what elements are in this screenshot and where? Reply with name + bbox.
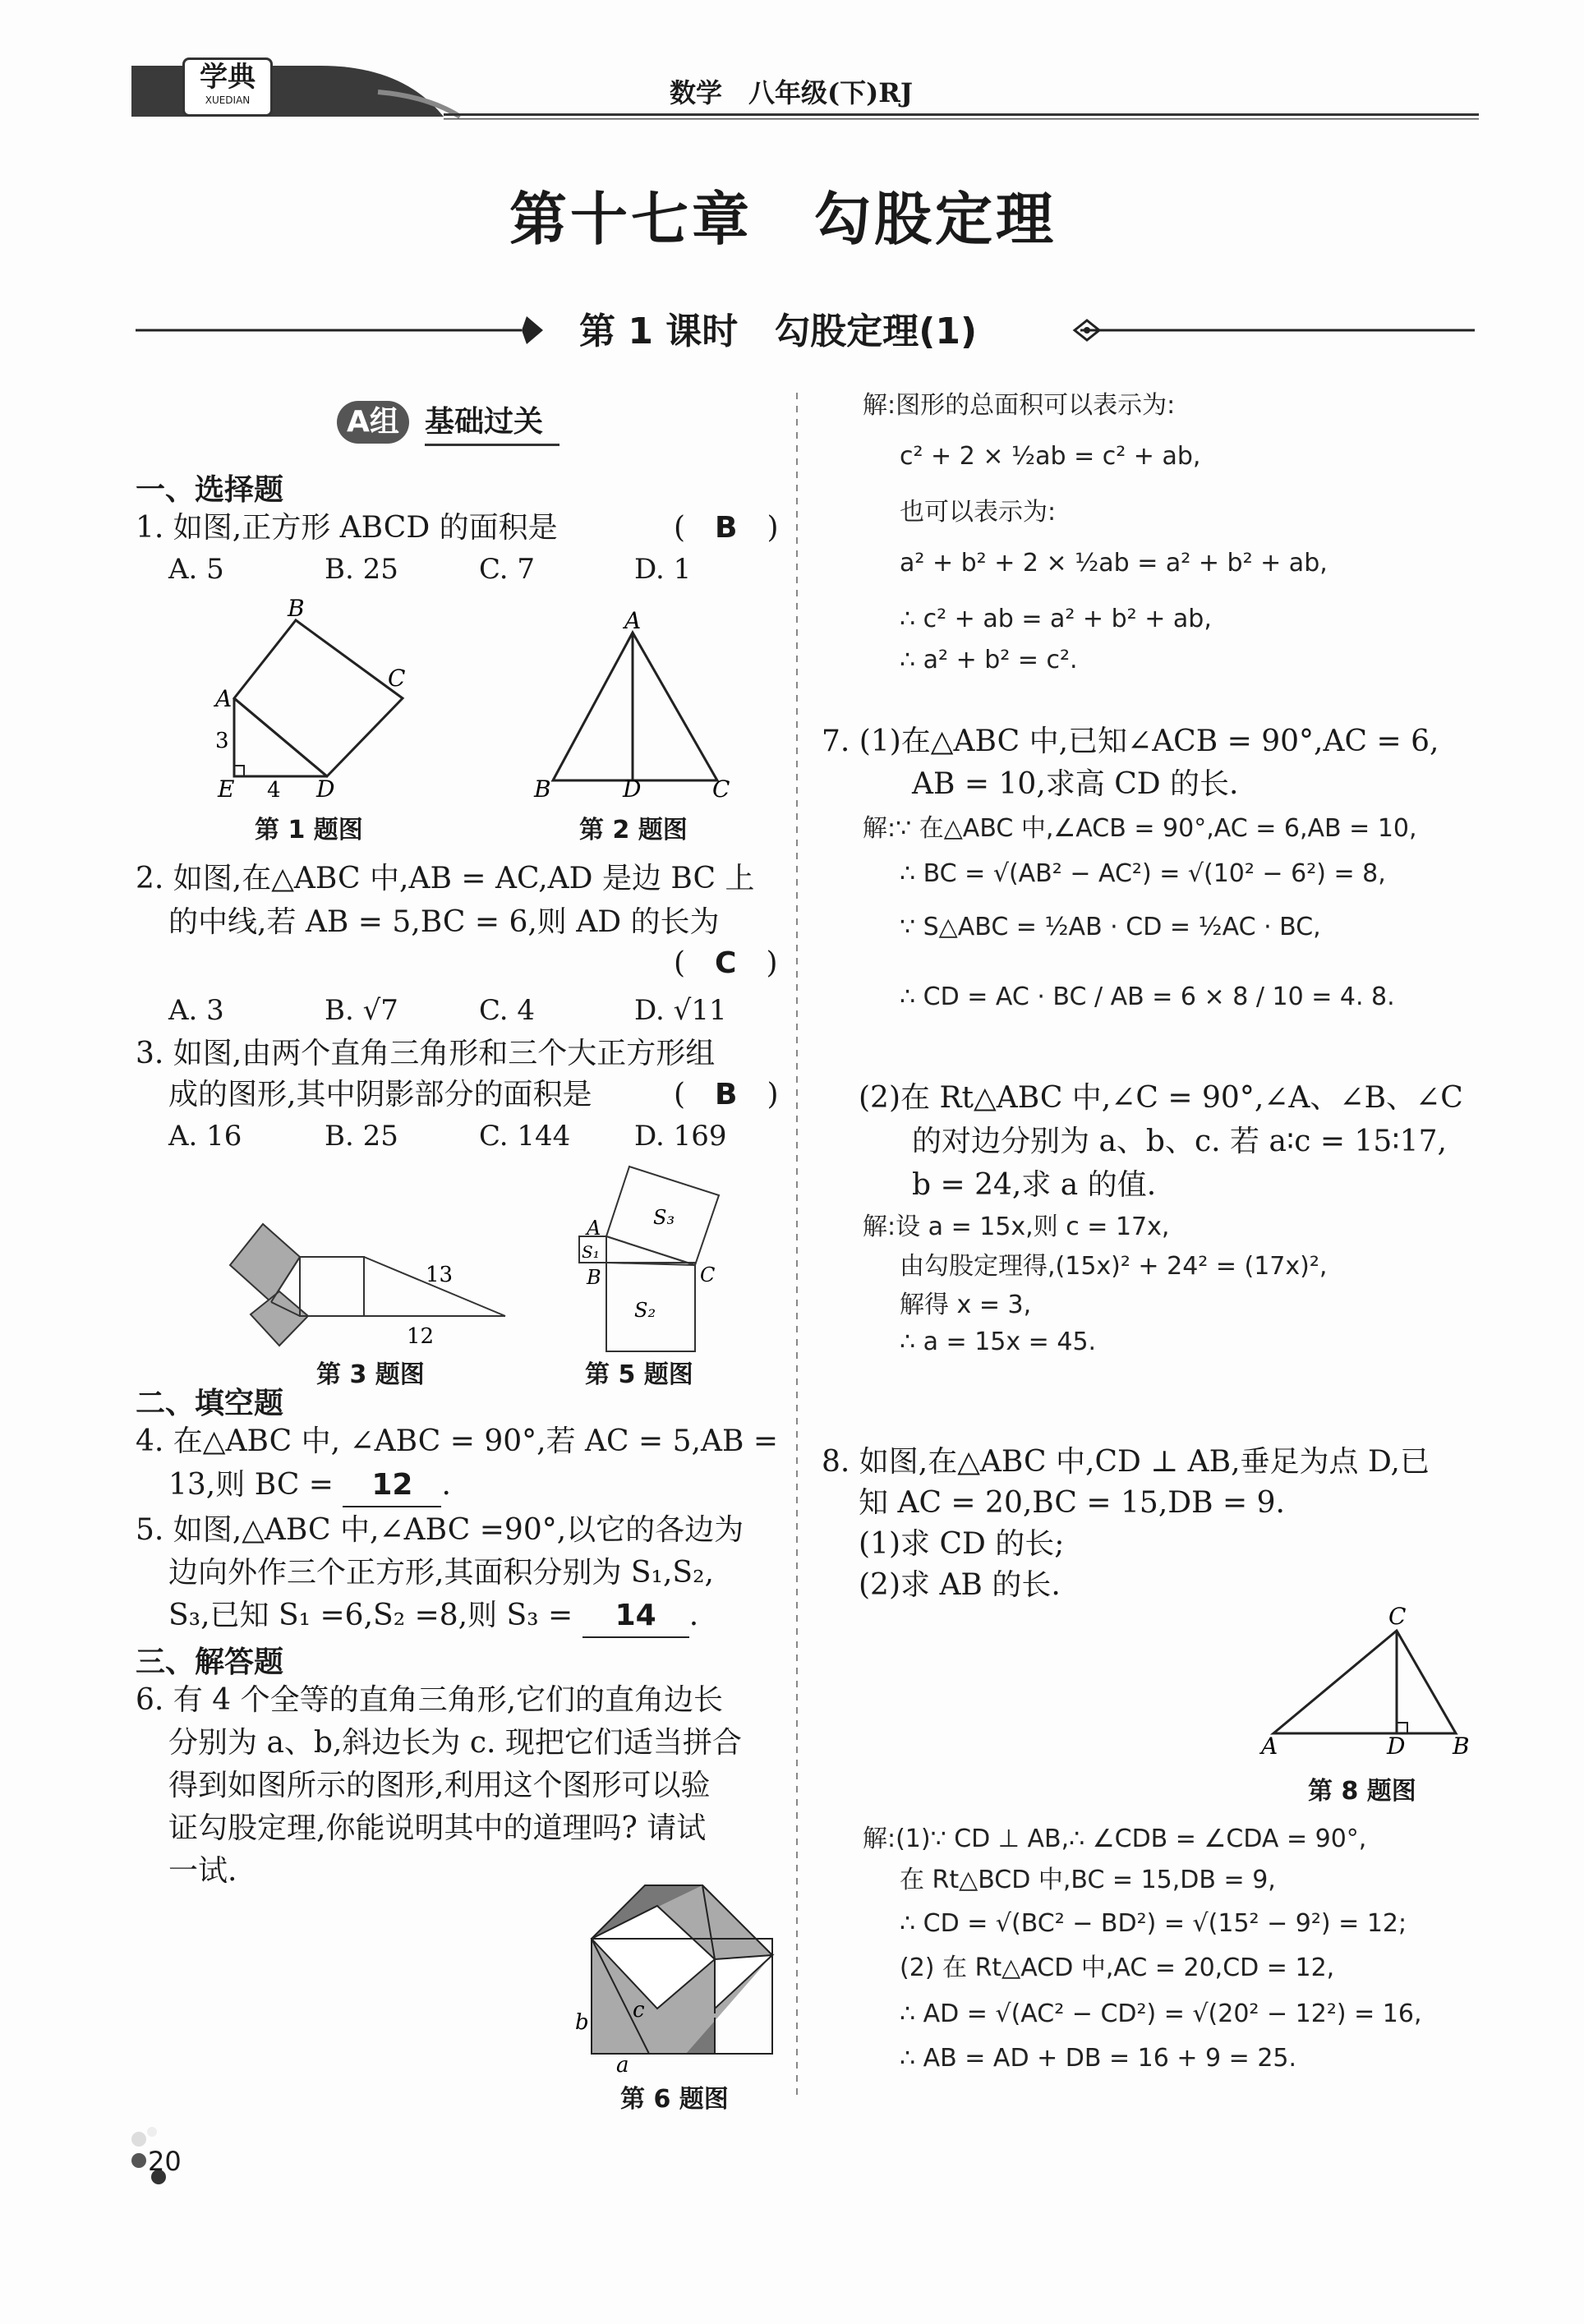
fig8-caption: 第 8 题图	[1308, 1777, 1416, 1806]
fig1-label-4: 4	[267, 778, 281, 803]
q7-part2-line2: 的对边分别为 a、b、c. 若 a∶c = 15∶17,	[912, 1125, 1447, 1158]
q8-line2: 知 AC = 20,BC = 15,DB = 9.	[859, 1486, 1285, 1520]
lesson-title: 第 1 课时 勾股定理(1)	[579, 311, 978, 352]
q5-line3-text: S₃,已知 S₁ =6,S₂ =8,则 S₃ =	[168, 1599, 573, 1632]
q3-option-d: D. 169	[634, 1120, 727, 1153]
fig5-label-s3: S₃	[653, 1206, 675, 1229]
q4-line2-end: .	[441, 1468, 451, 1502]
q7-sol2-2: 由勾股定理得,(15x)² + 24² = (17x)²,	[900, 1252, 1328, 1281]
q8-sol-1: 解:(1)∵ CD ⊥ AB,∴ ∠CDB = ∠CDA = 90°,	[863, 1825, 1367, 1853]
fig6-label-b: b	[575, 2010, 589, 2035]
fig2-label-b: B	[534, 775, 551, 803]
figure-6	[571, 1881, 785, 2078]
fig3-label-13: 13	[426, 1263, 454, 1287]
q2-option-b: B. √7	[325, 994, 398, 1027]
logo-cn: 学典	[200, 61, 256, 94]
q7-part1-line2: AB = 10,求高 CD 的长.	[912, 767, 1239, 801]
q8-line3: (1)求 CD 的长;	[859, 1527, 1065, 1561]
figure-1	[205, 591, 419, 803]
fig1-label-e: E	[218, 775, 235, 803]
fig8-label-d: D	[1387, 1733, 1406, 1760]
q8-line1: 8. 如图,在△ABC 中,CD ⊥ AB,垂足为点 D,已	[822, 1445, 1430, 1479]
column-divider	[795, 393, 799, 2101]
q6-sol-5: ∴ c² + ab = a² + b² + ab,	[900, 605, 1212, 633]
q6-sol-4: a² + b² + 2 × ½ab = a² + b² + ab,	[900, 549, 1328, 578]
q5-answer: 14	[582, 1595, 689, 1638]
q4-answer: 12	[343, 1465, 441, 1507]
q3-line2: 成的图形,其中阴影部分的面积是	[168, 1078, 592, 1111]
fig6-label-c: c	[633, 1998, 645, 2023]
q1-option-a: A. 5	[168, 553, 224, 586]
fig3-label-12: 12	[407, 1324, 435, 1349]
q8-line4: (2)求 AB 的长.	[859, 1568, 1061, 1602]
fig8-label-c: C	[1388, 1603, 1407, 1630]
group-heading	[337, 401, 559, 450]
q8-sol-2: 在 Rt△BCD 中,BC = 15,DB = 9,	[900, 1866, 1276, 1894]
q4-line2-text: 13,则 BC =	[168, 1468, 334, 1502]
fig1-label-c: C	[388, 665, 406, 692]
section-solve: 三、解答题	[136, 1645, 284, 1679]
q4-line2	[168, 1465, 451, 1507]
figure-2	[530, 607, 744, 803]
q5-line2: 边向外作三个正方形,其面积分别为 S₁,S₂,	[168, 1556, 714, 1590]
q7-part1-line1: 7. (1)在△ABC 中,已知∠ACB = 90°,AC = 6,	[822, 725, 1439, 758]
fig2-label-d: D	[623, 775, 642, 803]
fig5-label-b: B	[587, 1266, 601, 1289]
fig1-label-a: A	[215, 685, 233, 712]
q1-option-c: C. 7	[479, 553, 536, 586]
logo-en: XUEDIAN	[205, 94, 251, 106]
q5-line3-end: .	[688, 1599, 699, 1632]
fig1-label-b: B	[288, 595, 305, 622]
q6-sol-3: 也可以表示为:	[900, 498, 1057, 527]
q6-line5: 一试.	[168, 1854, 237, 1888]
fig5-label-a: A	[587, 1217, 601, 1240]
q6-line4: 证勾股定理,你能说明其中的道理吗? 请试	[168, 1811, 707, 1845]
q7-sol1-1: 解:∵ 在△ABC 中,∠ACB = 90°,AC = 6,AB = 10,	[863, 814, 1417, 843]
group-badge: A组	[337, 401, 409, 444]
q3-line1: 3. 如图,由两个直角三角形和三个大正方形组	[136, 1037, 716, 1070]
q7-part2-line1: (2)在 Rt△ABC 中,∠C = 90°,∠A、∠B、∠C	[859, 1081, 1463, 1115]
fig5-label-s2: S₂	[634, 1299, 656, 1322]
fig3-caption: 第 3 题图	[316, 1360, 425, 1389]
q8-sol-5: ∴ AD = √(AC² − CD²) = √(20² − 12²) = 16,	[900, 2000, 1422, 2028]
q3-answer-bracket: ( B )	[674, 1078, 779, 1111]
fig1-label-d: D	[316, 775, 335, 803]
q7-sol2-3: 解得 x = 3,	[900, 1291, 1032, 1319]
fig5-label-c: C	[700, 1263, 716, 1286]
fig1-label-3: 3	[215, 729, 229, 753]
q6-sol-2: c² + 2 × ½ab = c² + ab,	[900, 442, 1201, 471]
figure-8	[1257, 1603, 1479, 1760]
q7-sol1-2: ∴ BC = √(AB² − AC²) = √(10² − 6²) = 8,	[900, 859, 1386, 888]
q6-line2: 分别为 a、b,斜边长为 c. 现把它们适当拼合	[168, 1726, 742, 1760]
page-number: 20	[148, 2146, 182, 2177]
q1-answer-bracket: ( B )	[674, 511, 779, 545]
logo	[182, 58, 273, 117]
q7-sol1-3: ∵ S△ABC = ½AB · CD = ½AC · BC,	[900, 913, 1321, 941]
q1-answer: B	[715, 511, 738, 545]
q2-option-d: D. √11	[634, 994, 727, 1027]
figure-5	[575, 1162, 731, 1364]
fig2-label-c: C	[712, 775, 730, 803]
fig1-caption: 第 1 题图	[255, 816, 363, 844]
q1-option-b: B. 25	[325, 553, 398, 586]
fig2-caption: 第 2 题图	[579, 816, 688, 844]
q7-sol2-4: ∴ a = 15x = 45.	[900, 1328, 1097, 1356]
q3-option-b: B. 25	[325, 1120, 398, 1153]
q2-line2: 的中线,若 AB = 5,BC = 6,则 AD 的长为	[168, 905, 720, 939]
fig6-caption: 第 6 题图	[620, 2085, 729, 2114]
q5-line1: 5. 如图,△ABC 中,∠ABC =90°,以它的各边为	[136, 1513, 744, 1547]
fig8-label-a: A	[1261, 1733, 1278, 1760]
q6-line1: 6. 有 4 个全等的直角三角形,它们的直角边长	[136, 1683, 724, 1717]
q2-option-c: C. 4	[479, 994, 536, 1027]
q3-option-c: C. 144	[479, 1120, 571, 1153]
q3-answer: B	[715, 1078, 738, 1111]
figure-3	[222, 1216, 518, 1347]
q2-answer-bracket: ( C )	[674, 946, 778, 980]
chapter-title: 第十七章 勾股定理	[509, 186, 1057, 253]
q6-sol-6: ∴ a² + b² = c².	[900, 646, 1078, 674]
header-subject: 数学 八年级(下)RJ	[670, 77, 914, 108]
q1-stem: 1. 如图,正方形 ABCD 的面积是	[136, 511, 558, 545]
q3-option-a: A. 16	[168, 1120, 242, 1153]
fig5-caption: 第 5 题图	[585, 1360, 693, 1389]
group-title: 基础过关	[425, 401, 559, 446]
q8-sol-3: ∴ CD = √(BC² − BD²) = √(15² − 9²) = 12;	[900, 1909, 1407, 1938]
section-choice: 一、选择题	[136, 473, 284, 507]
q7-sol1-4: ∴ CD = AC · BC / AB = 6 × 8 / 10 = 4. 8.	[900, 983, 1395, 1011]
fig6-label-a: a	[616, 2053, 629, 2078]
q2-line1: 2. 如图,在△ABC 中,AB = AC,AD 是边 BC 上	[136, 862, 755, 895]
q7-part2-line3: b = 24,求 a 的值.	[912, 1168, 1157, 1202]
q6-sol-1: 解:图形的总面积可以表示为:	[863, 391, 1176, 420]
section-fill: 二、填空题	[136, 1387, 284, 1420]
q2-answer: C	[715, 946, 737, 980]
fig8-label-b: B	[1453, 1733, 1470, 1760]
q2-option-a: A. 3	[168, 994, 224, 1027]
q7-sol2-1: 解:设 a = 15x,则 c = 17x,	[863, 1213, 1170, 1241]
q8-sol-4: (2) 在 Rt△ACD 中,AC = 20,CD = 12,	[900, 1954, 1335, 1982]
q1-option-d: D. 1	[634, 553, 692, 586]
fig5-label-s1: S₁	[582, 1242, 600, 1262]
fig2-label-a: A	[624, 607, 642, 634]
q5-line3	[168, 1595, 698, 1638]
q8-sol-6: ∴ AB = AD + DB = 16 + 9 = 25.	[900, 2044, 1297, 2073]
q4-line1: 4. 在△ABC 中, ∠ABC = 90°,若 AC = 5,AB =	[136, 1424, 779, 1458]
q6-line3: 得到如图所示的图形,利用这个图形可以验	[168, 1769, 711, 1802]
